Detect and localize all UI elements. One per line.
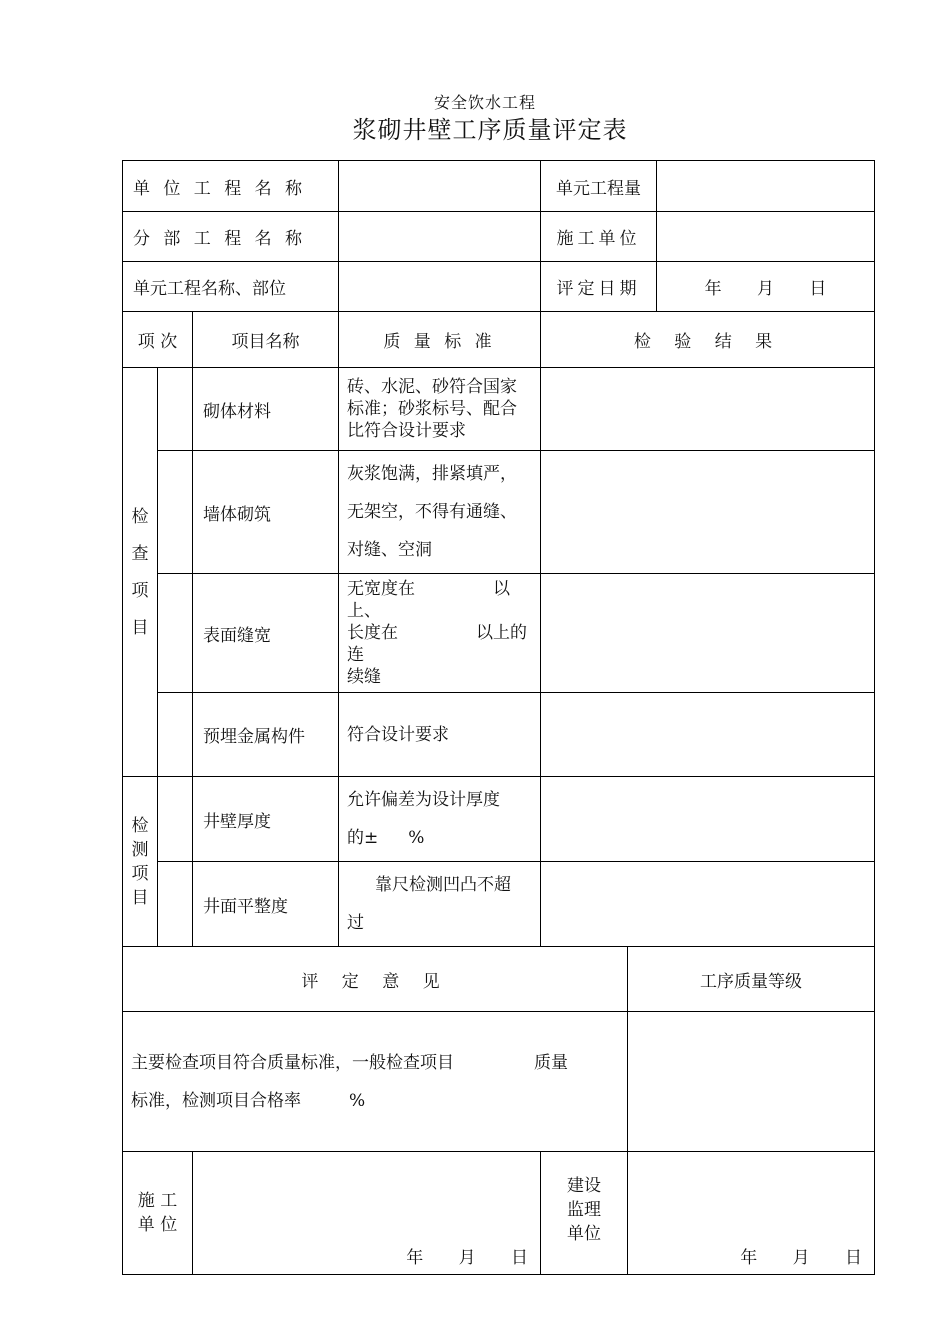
item-name: 表面缝宽: [193, 574, 339, 693]
eval-date-field[interactable]: [657, 262, 875, 312]
item-standard: 无宽度在 以上、 长度在 以上的连 续缝: [339, 574, 541, 693]
evaluation-header-row: [123, 947, 875, 1012]
opinion-label: 评 定 意 见: [123, 947, 628, 1012]
info-row-sub-project: [123, 212, 875, 262]
document-subtitle: 安全饮水工程: [433, 93, 536, 112]
item-result-cell[interactable]: [541, 862, 875, 947]
inspection-row: [123, 451, 875, 574]
date-year: 年: [704, 279, 722, 299]
item-name: 井面平整度: [193, 862, 339, 947]
document-title: 浆砌井壁工序质量评定表: [352, 116, 628, 144]
construction-unit-label: 施工单位: [541, 212, 657, 262]
item-name: 砌体材料: [193, 368, 339, 451]
construction-unit-sign-field[interactable]: 年 月 日: [193, 1152, 541, 1275]
grade-field[interactable]: [628, 1012, 875, 1152]
column-header-row: [123, 312, 875, 368]
date-day: 日: [809, 279, 827, 299]
item-name: 墙体砌筑: [193, 451, 339, 574]
item-no-cell[interactable]: [158, 451, 193, 574]
item-no-cell[interactable]: [158, 368, 193, 451]
sub-project-name-label: 分 部 工 程 名 称: [123, 212, 339, 262]
grade-label: 工序质量等级: [628, 947, 875, 1012]
element-name-label: 单元工程名称、部位: [123, 262, 339, 312]
construction-unit-field[interactable]: [657, 212, 875, 262]
item-result-cell[interactable]: [541, 693, 875, 777]
info-row-unit-project: [123, 161, 875, 212]
item-result-cell[interactable]: [541, 368, 875, 451]
item-no-cell[interactable]: [158, 862, 193, 947]
supervision-unit-sign-field[interactable]: 年 月 日: [628, 1152, 875, 1275]
item-no-cell[interactable]: [158, 693, 193, 777]
item-no-cell[interactable]: [158, 574, 193, 693]
supervision-unit-sign-label: 建设 监理 单位: [541, 1152, 628, 1275]
item-standard: 允许偏差为设计厚度 的± %: [339, 777, 541, 862]
inspection-row: [123, 574, 875, 693]
item-result-cell[interactable]: [541, 777, 875, 862]
item-no-cell[interactable]: [158, 777, 193, 862]
eval-date-label: 评定日期: [541, 262, 657, 312]
date-month: 月: [757, 279, 774, 299]
measurement-row: [123, 777, 875, 862]
sub-project-name-field[interactable]: [339, 212, 541, 262]
col-item-name: 项目名称: [193, 312, 339, 368]
element-quantity-label: 单元工程量: [541, 161, 657, 212]
col-standard: 质 量 标 准: [339, 312, 541, 368]
element-name-field[interactable]: [339, 262, 541, 312]
inspection-row: [123, 693, 875, 777]
measurement-row: [123, 862, 875, 947]
measurement-group-label: 检 测 项 目: [123, 777, 158, 947]
info-row-element: [123, 262, 875, 312]
construction-unit-sign-label: 施 工 单 位: [123, 1152, 193, 1275]
signature-row: [123, 1152, 875, 1275]
evaluation-content-row: [123, 1012, 875, 1152]
item-standard: 灰浆饱满，排紧填严， 无架空，不得有通缝、 对缝、空洞: [339, 451, 541, 574]
inspection-group-label: 检 查 项 目: [123, 368, 158, 777]
col-item-no: 项 次: [123, 312, 193, 368]
item-standard: 靠尺检测凹凸不超 过: [339, 862, 541, 947]
item-result-cell[interactable]: [541, 451, 875, 574]
item-name: 预埋金属构件: [193, 693, 339, 777]
element-quantity-field[interactable]: [657, 161, 875, 212]
opinion-text[interactable]: 主要检查项目符合质量标准，一般检查项目 质量 标准，检测项目合格率 %: [123, 1012, 628, 1152]
quality-evaluation-form: [122, 160, 875, 1275]
col-result: 检 验 结 果: [541, 312, 875, 368]
item-name: 井壁厚度: [193, 777, 339, 862]
item-standard: 砖、水泥、砂符合国家 标准；砂浆标号、配合 比符合设计要求: [339, 368, 541, 451]
unit-project-name-label: 单 位 工 程 名 称: [123, 161, 339, 212]
inspection-row: [123, 368, 875, 451]
item-standard: 符合设计要求: [339, 693, 541, 777]
item-result-cell[interactable]: [541, 574, 875, 693]
unit-project-name-field[interactable]: [339, 161, 541, 212]
